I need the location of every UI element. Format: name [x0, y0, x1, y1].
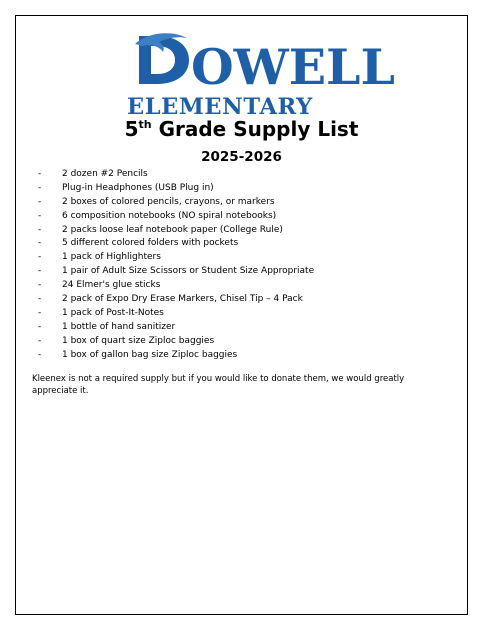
bullet-dash: - [38, 238, 42, 249]
bullet-dash: - [38, 307, 42, 318]
bullet-dash: - [38, 224, 42, 235]
supply-item [38, 321, 314, 335]
logo-bottom-text: ELEMENTARY [127, 94, 313, 120]
grade-suffix: th [138, 118, 152, 131]
supply-item [38, 335, 314, 349]
supply-item-text: 1 box of gallon bag size Ziploc baggies [62, 349, 238, 360]
bullet-dash: - [38, 349, 42, 360]
supply-item [38, 182, 314, 196]
supply-item-text: 1 pair of Adult Size Scissors or Student Size Appropriate [62, 266, 315, 277]
dolphin-icon [135, 33, 189, 84]
supply-item [38, 293, 314, 307]
bullet-dash: - [38, 210, 42, 221]
supply-item-text: 5 different colored folders with pockets [62, 238, 239, 249]
bullet-dash: - [38, 294, 42, 305]
logo-top-text: OWELL [191, 38, 395, 96]
supply-list [38, 168, 314, 362]
supply-item [38, 237, 314, 251]
bullet-dash: - [38, 196, 42, 207]
page-title [16, 112, 467, 142]
supply-list-page [15, 15, 468, 615]
supply-item [38, 251, 314, 265]
supply-item-text: Plug-in Headphones (USB Plug in) [62, 182, 214, 193]
supply-item [38, 279, 314, 293]
supply-item [38, 307, 314, 321]
school-logo [117, 28, 395, 120]
supply-item-text: 2 packs loose leaf notebook paper (College Rule) [62, 224, 283, 235]
supply-item-text: 1 pack of Highlighters [62, 252, 161, 263]
bullet-dash: - [38, 182, 42, 193]
supply-item-text: 6 composition notebooks (NO spiral notebooks) [62, 210, 277, 221]
bullet-dash: - [38, 335, 42, 346]
supply-item [38, 349, 314, 363]
supply-item [38, 210, 314, 224]
kleenex-note: Kleenex is not a required supply but if you would like to donate them, we would greatly appreciate it. [32, 374, 405, 396]
bullet-dash: - [38, 169, 42, 179]
bullet-dash: - [38, 252, 42, 263]
bullet-dash: - [38, 266, 42, 277]
supply-item-text: 1 box of quart size Ziploc baggies [62, 335, 215, 346]
supply-item [38, 265, 314, 279]
school-year: 2025-2026 [201, 149, 282, 165]
supply-item [38, 196, 314, 210]
title-rest: Grade Supply List [151, 117, 359, 141]
supply-item-text: 2 dozen #2 Pencils [62, 169, 148, 179]
supply-item-text: 2 boxes of colored pencils, crayons, or markers [62, 196, 275, 207]
grade-number: 5 [124, 117, 139, 141]
dowell-wordmark [133, 30, 395, 96]
bullet-dash: - [38, 280, 42, 291]
supply-item-text: 24 Elmer's glue sticks [62, 280, 161, 291]
supply-item [38, 168, 314, 182]
supply-item-text: 1 pack of Post-It-Notes [62, 307, 164, 318]
supply-item-text: 2 pack of Expo Dry Erase Markers, Chisel Tip – 4 Pack [62, 294, 303, 305]
bullet-dash: - [38, 321, 42, 332]
supply-item [38, 224, 314, 238]
supply-item-text: 1 bottle of hand sanitizer [62, 321, 176, 332]
